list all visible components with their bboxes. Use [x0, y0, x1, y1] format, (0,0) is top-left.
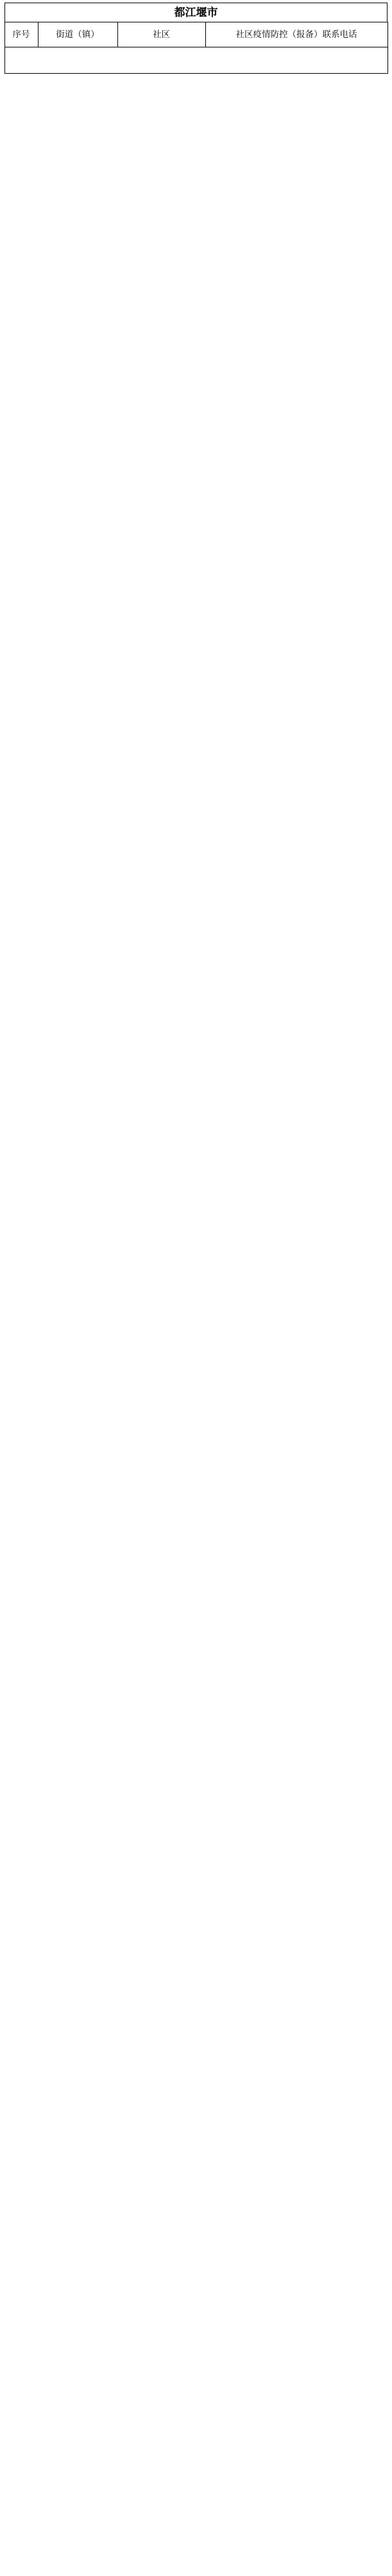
header-phone: 社区疫情防控（报备）联系电话: [205, 22, 388, 47]
table-body-empty: [4, 47, 388, 74]
page: [0, 0, 392, 84]
contact-table: [4, 22, 388, 74]
table-row-empty: [4, 47, 388, 74]
table-header-row: [4, 22, 388, 47]
header-street: 街道（镇）: [38, 22, 117, 47]
page-title: 都江堰市: [4, 3, 388, 22]
header-community: 社区: [117, 22, 205, 47]
header-index: 序号: [4, 22, 38, 47]
table-body: [4, 47, 388, 74]
